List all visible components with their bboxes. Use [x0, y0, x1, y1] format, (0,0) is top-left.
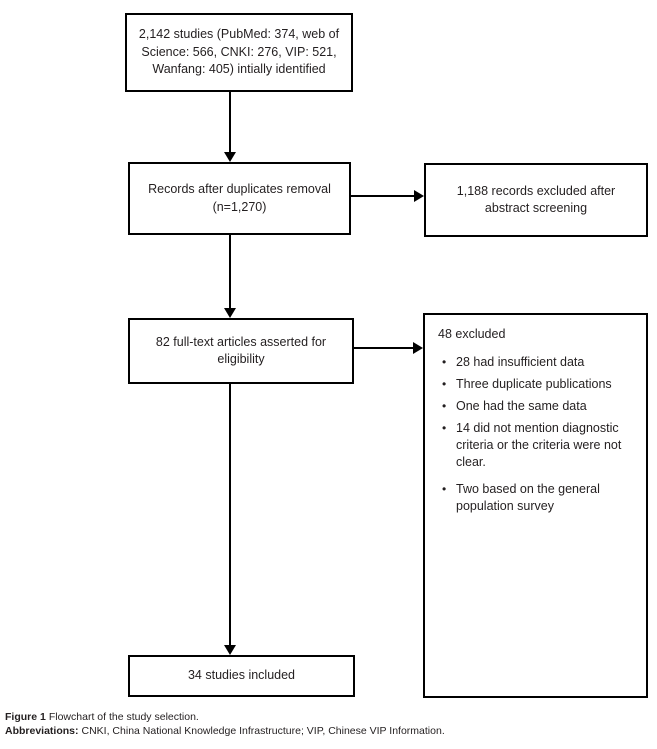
arrow-duplicates-to-abstract-excluded-line [351, 195, 414, 197]
box-abstract-excluded-text: 1,188 records excluded after abstract screening [456, 183, 616, 215]
abbreviations-line [5, 724, 645, 738]
box-studies-identified [125, 13, 353, 92]
arrow-duplicates-to-fulltext-line [229, 235, 231, 308]
bullet-icon: • [442, 354, 447, 369]
exclusion-item-text: Three duplicate publications [456, 376, 612, 391]
box-exclusion-details [423, 313, 648, 698]
bullet-icon: • [442, 481, 447, 496]
exclusion-header: 48 excluded [438, 327, 506, 341]
list-item [438, 354, 636, 371]
exclusion-item-text: 28 had insufficient data [456, 354, 585, 369]
exclusion-list [438, 354, 636, 515]
figure-caption-text: Flowchart of the study selection. [48, 711, 199, 723]
box-studies-identified-text: 2,142 studies (PubMed: 374, web of Science: 566, CNKI: 276, VIP: 521, Wanfang: 405) intially identified [138, 27, 340, 77]
box-duplicates-removed-text: Records after duplicates removal (n=1,270) [148, 182, 331, 214]
box-studies-included [128, 655, 355, 697]
list-item [438, 420, 636, 471]
box-duplicates-removed [128, 162, 351, 235]
arrow-down-icon [224, 152, 236, 162]
box-abstract-excluded [424, 163, 648, 237]
figure-caption [5, 710, 645, 738]
arrow-down-icon [224, 308, 236, 318]
arrow-right-icon [414, 190, 424, 202]
exclusion-item-text: 14 did not mention diagnostic criteria or the criteria were not clear. [456, 420, 622, 469]
box-studies-included-text: 34 studies included [187, 668, 296, 683]
box-fulltext-assessed-text: 82 full-text articles asserted for eligibility [155, 334, 327, 366]
arrow-right-icon [413, 342, 423, 354]
arrow-identified-to-duplicates-line [229, 92, 231, 152]
list-item [438, 398, 636, 415]
bullet-icon: • [442, 420, 447, 435]
abbreviations-label: Abbreviations: [5, 725, 79, 737]
bullet-icon: • [442, 398, 447, 413]
box-fulltext-assessed [128, 318, 354, 384]
list-item [438, 481, 636, 515]
abbreviations-text: CNKI, China National Knowledge Infrastructure; VIP, Chinese VIP Information. [81, 725, 445, 737]
exclusion-item-text: One had the same data [456, 398, 587, 413]
caption-line [5, 710, 645, 724]
list-item [438, 376, 636, 393]
arrow-down-icon [224, 645, 236, 655]
exclusion-item-text: Two based on the general population survey [456, 481, 600, 513]
arrow-fulltext-to-exclusions-line [354, 347, 413, 349]
arrow-fulltext-to-included-line [229, 384, 231, 645]
figure-label: Figure 1 [5, 711, 46, 723]
bullet-icon: • [442, 376, 447, 391]
